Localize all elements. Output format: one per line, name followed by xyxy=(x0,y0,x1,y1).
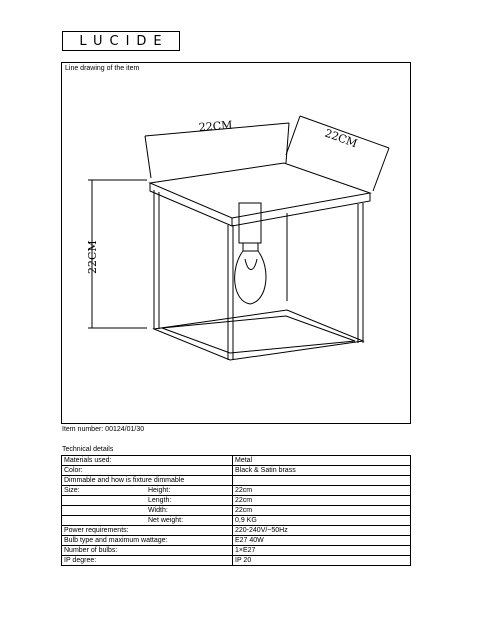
width-dimension-label: 22CM xyxy=(198,118,233,134)
spec-label-cell xyxy=(62,556,233,566)
spec-label-cell xyxy=(62,516,233,526)
spec-value: IP 20 xyxy=(233,556,411,566)
lucide-logo: LUCIDE xyxy=(62,31,180,51)
spec-label: Number of bulbs: xyxy=(64,547,118,554)
spec-label: IP degree: xyxy=(64,557,97,564)
table-row xyxy=(62,496,411,506)
item-number: Item number: 00124/01/30 xyxy=(62,426,145,433)
spec-label: Bulb type and maximum wattage: xyxy=(64,537,168,544)
table-row xyxy=(62,526,411,536)
spec-label: Dimmable and how is fixture dimmable xyxy=(64,477,185,484)
technical-details-title: Technical details xyxy=(62,446,114,453)
spec-value: E27 40W xyxy=(233,536,411,546)
spec-label-cell xyxy=(62,496,233,506)
spec-sublabel: Net weight: xyxy=(148,517,184,524)
cage-bottom-ring xyxy=(154,310,363,360)
spec-sublabel: Length: xyxy=(148,497,172,504)
spec-label: Materials used: xyxy=(64,457,112,464)
spec-value: Black & Satin brass xyxy=(233,466,411,476)
canopy-top xyxy=(150,163,370,218)
spec-label-cell xyxy=(62,476,233,486)
table-row xyxy=(62,516,411,526)
spec-sublabel: Width: xyxy=(148,507,168,514)
table-row xyxy=(62,506,411,516)
spec-label-cell xyxy=(62,456,233,466)
table-row xyxy=(62,486,411,496)
table-row xyxy=(62,556,411,566)
spec-label-cell xyxy=(62,486,233,496)
spec-value: Metal xyxy=(233,456,411,466)
spec-value: 22cm xyxy=(233,496,411,506)
technical-details-table xyxy=(61,455,411,566)
spec-label-cell xyxy=(62,506,233,516)
height-dimension-label: 22CM xyxy=(86,240,99,274)
spec-label: Color: xyxy=(64,467,83,474)
table-row xyxy=(62,476,411,486)
spec-value: 220-240V/~50Hz xyxy=(233,526,411,536)
spec-sublabel: Height: xyxy=(148,487,171,494)
spec-value: 0,9 KG xyxy=(233,516,411,526)
table-row xyxy=(62,536,411,546)
depth-dimension-label: 22CM xyxy=(322,126,360,151)
spec-label-cell xyxy=(62,536,233,546)
spec-value: 22cm xyxy=(233,486,411,496)
spec-label: Size: xyxy=(64,487,80,494)
spec-label-cell xyxy=(62,466,233,476)
spec-value xyxy=(233,476,411,486)
drawing-caption: Line drawing of the item xyxy=(65,65,140,72)
spec-label-cell xyxy=(62,526,233,536)
table-row xyxy=(62,466,411,476)
spec-label: Power requirements: xyxy=(64,527,129,534)
lamp-line-drawing xyxy=(62,63,412,425)
spec-label-cell xyxy=(62,546,233,556)
table-row xyxy=(62,456,411,466)
bulb xyxy=(235,251,266,304)
spec-value: 22cm xyxy=(233,506,411,516)
line-drawing-panel xyxy=(61,62,411,424)
spec-value: 1×E27 xyxy=(233,546,411,556)
table-row xyxy=(62,546,411,556)
